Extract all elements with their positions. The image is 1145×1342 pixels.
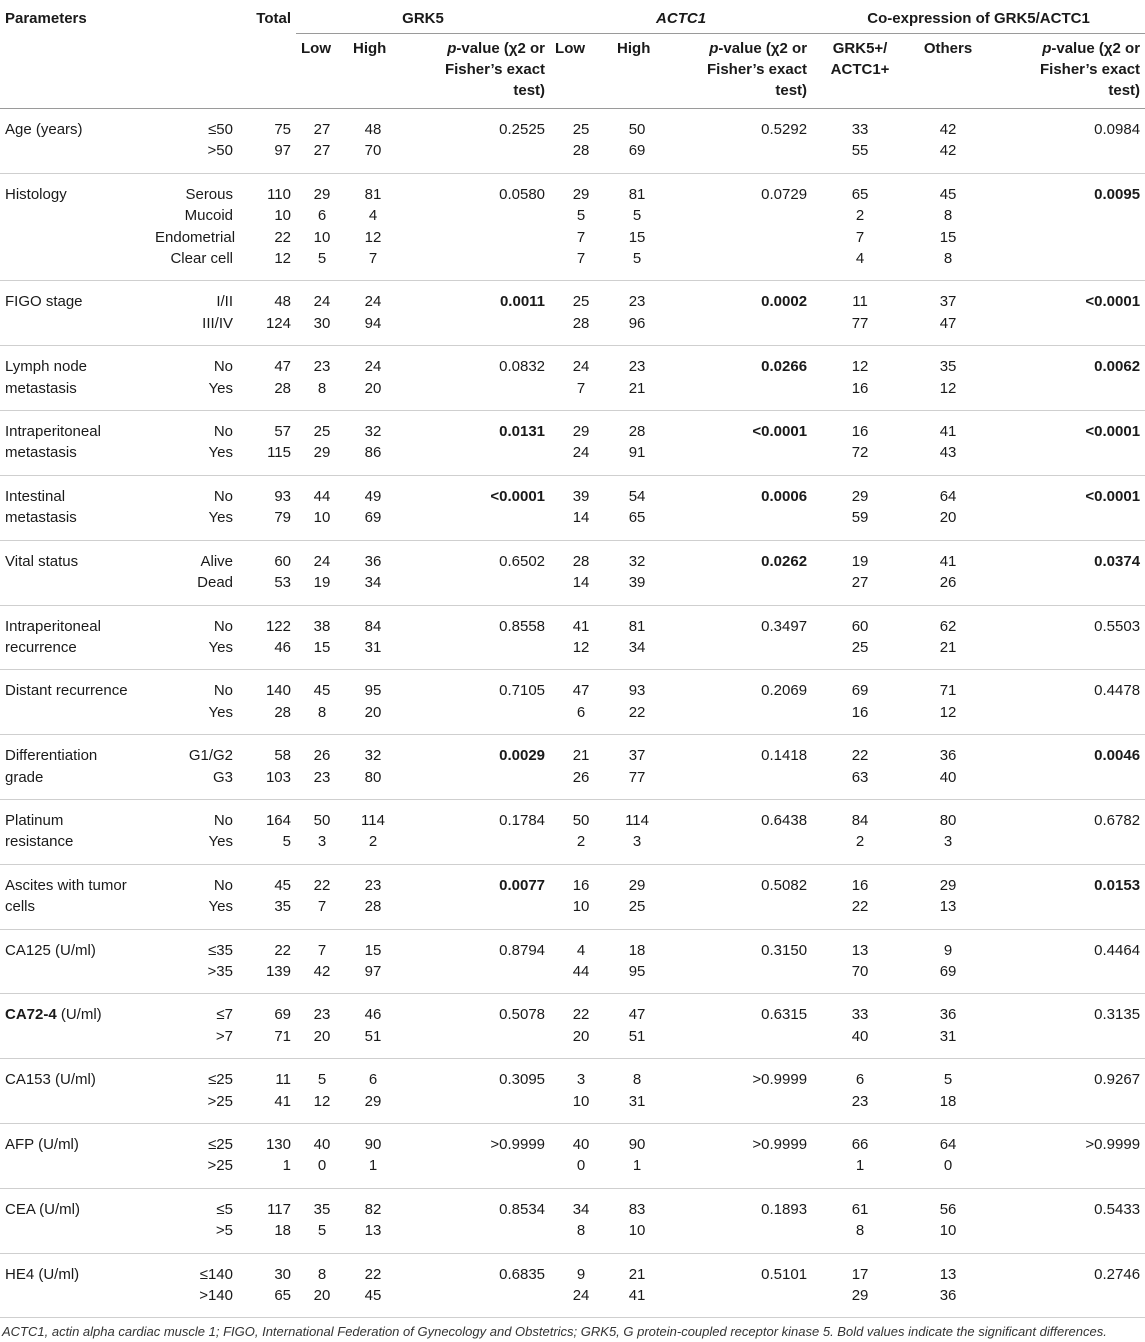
total-values: 122 46 — [265, 617, 291, 656]
grk5-low-values: 5 12 — [313, 1071, 331, 1110]
table-row — [0, 1253, 1145, 1318]
header-total: Total — [256, 10, 291, 27]
coexpr-pvalue: 0.5503 — [1094, 617, 1141, 635]
header-parameters: Parameters — [5, 10, 87, 27]
grk5-low-values: 29 6 10 5 — [313, 185, 331, 268]
coexpr-positive-values: 60 25 — [851, 617, 869, 656]
header-others: Others — [923, 40, 973, 57]
coexpr-others-values: 41 26 — [939, 552, 957, 592]
coexpr-pvalue: 0.0046 — [1094, 747, 1141, 765]
grk5-pvalue: 0.3095 — [499, 1071, 546, 1089]
table-row — [0, 475, 1145, 540]
coexpr-pvalue: 0.5433 — [1094, 1200, 1141, 1218]
grk5-pvalue: 0.5078 — [499, 1006, 546, 1024]
actc1-low-values: 4 44 — [572, 941, 590, 980]
parameter-label: Intraperitoneal metastasis — [5, 423, 101, 462]
actc1-pvalue: >0.9999 — [752, 1071, 808, 1089]
grk5-high-values: 24 20 — [364, 358, 382, 397]
grk5-low-values: 27 27 — [313, 121, 331, 160]
table-row — [0, 735, 1145, 800]
parameter-label: Intraperitoneal recurrence — [5, 617, 101, 656]
grk5-high-values: 22 45 — [364, 1265, 382, 1305]
coexpr-others-values: 64 20 — [939, 487, 957, 527]
coexpr-positive-values: 13 70 — [851, 941, 869, 980]
table-row — [0, 799, 1145, 864]
table-row — [0, 1188, 1145, 1253]
actc1-pvalue: 0.0729 — [761, 185, 808, 203]
category-values: Serous Mucoid Endometrial Clear cell — [155, 185, 236, 268]
total-values: 58 103 — [265, 747, 291, 786]
total-values: 164 5 — [265, 811, 291, 851]
coexpr-others-values: 29 13 — [939, 876, 957, 916]
grk5-low-values: 8 20 — [313, 1265, 331, 1305]
actc1-pvalue: 0.5082 — [761, 876, 808, 894]
coexpr-pvalue: <0.0001 — [1085, 423, 1141, 441]
coexpr-pvalue: 0.0153 — [1094, 876, 1141, 894]
actc1-high-values: 83 10 — [628, 1200, 646, 1240]
total-values: 93 79 — [274, 487, 291, 527]
coexpr-positive-values: 17 29 — [851, 1265, 869, 1305]
table-row — [0, 411, 1145, 476]
grk5-pvalue: 0.8794 — [499, 941, 546, 959]
actc1-low-values: 40 0 — [572, 1136, 590, 1175]
coexpr-positive-values: 33 55 — [851, 121, 869, 160]
grk5-pvalue: 0.0029 — [499, 747, 546, 765]
actc1-high-values: 90 1 — [628, 1136, 646, 1175]
grk5-pvalue: 0.0011 — [499, 293, 546, 311]
actc1-low-values: 24 7 — [572, 358, 590, 397]
category-values: ≤25 >25 — [207, 1071, 233, 1110]
header-grk5-actc1-positive: GRK5+/ ACTC1+ — [830, 40, 890, 78]
grk5-low-values: 45 8 — [313, 682, 331, 721]
actc1-high-values: 114 3 — [625, 811, 649, 851]
grk5-high-values: 32 80 — [364, 747, 382, 786]
table-row — [0, 929, 1145, 994]
actc1-pvalue: 0.5292 — [761, 121, 808, 138]
parameter-label: Intestinal metastasis — [5, 487, 77, 527]
parameter-label: HE4 (U/ml) — [5, 1265, 80, 1283]
category-values: ≤35 >35 — [207, 941, 233, 980]
actc1-low-values: 29 24 — [572, 423, 590, 462]
actc1-pvalue: <0.0001 — [752, 423, 808, 441]
actc1-high-values: 18 95 — [628, 941, 646, 980]
grk5-pvalue: 0.1784 — [499, 811, 546, 829]
grk5-low-values: 23 20 — [313, 1006, 331, 1045]
total-values: 45 35 — [274, 876, 291, 916]
parameter-label: CEA (U/ml) — [5, 1200, 80, 1218]
grk5-pvalue: 0.0580 — [499, 185, 546, 203]
actc1-low-values: 39 14 — [572, 487, 590, 527]
total-values: 30 65 — [274, 1265, 291, 1305]
actc1-pvalue: 0.0266 — [761, 358, 808, 376]
actc1-low-values: 25 28 — [572, 293, 590, 332]
coexpr-others-values: 62 21 — [939, 617, 957, 656]
parameter-label: CA153 (U/ml) — [5, 1071, 96, 1089]
parameter-label: Distant recurrence — [5, 682, 128, 700]
total-values: 47 28 — [274, 358, 291, 397]
parameter-label: Platinum resistance — [5, 811, 74, 851]
coexpr-others-values: 41 43 — [939, 423, 957, 462]
coexpr-positive-values: 69 16 — [851, 682, 869, 721]
total-values: 48 124 — [265, 293, 291, 332]
actc1-low-values: 50 2 — [572, 811, 590, 851]
coexpr-positive-values: 66 1 — [851, 1136, 869, 1175]
parameter-label: CA72-4 (U/ml) — [5, 1006, 102, 1024]
grk5-pvalue: 0.0077 — [499, 876, 546, 894]
grk5-high-values: 114 2 — [361, 811, 385, 851]
coexpr-pvalue: 0.6782 — [1094, 811, 1141, 829]
coexpr-positive-values: 12 16 — [851, 358, 869, 397]
grk5-high-values: 95 20 — [364, 682, 382, 721]
header-coexpr-pvalue: p-value (χ2 or Fisher’s exact test) — [1039, 40, 1141, 99]
coexpr-others-values: 5 18 — [939, 1071, 957, 1110]
actc1-low-values: 47 6 — [572, 682, 590, 721]
coexpr-others-values: 42 42 — [939, 121, 957, 160]
header-actc1-high: High — [617, 40, 651, 57]
parameter-label: CA125 (U/ml) — [5, 941, 96, 959]
coexpr-pvalue: 0.3135 — [1094, 1006, 1141, 1024]
table-row — [0, 605, 1145, 670]
category-values: ≤5 >5 — [215, 1200, 233, 1240]
actc1-high-values: 37 77 — [628, 747, 646, 786]
header-actc1-low: Low — [555, 40, 586, 57]
coexpr-positive-values: 19 27 — [851, 552, 869, 592]
coexpr-pvalue: 0.0062 — [1094, 358, 1141, 376]
actc1-pvalue: 0.0262 — [761, 552, 808, 570]
grk5-low-values: 23 8 — [313, 358, 331, 397]
parameter-label: Age (years) — [5, 121, 83, 138]
actc1-high-values: 81 5 15 5 — [628, 185, 646, 268]
grk5-pvalue: 0.8534 — [499, 1200, 546, 1218]
actc1-low-values: 3 10 — [572, 1071, 590, 1110]
actc1-pvalue: 0.6315 — [761, 1006, 808, 1024]
coexpr-positive-values: 33 40 — [851, 1006, 869, 1045]
header-grk5-high: High — [353, 40, 387, 57]
header-actc1-pvalue: p-value (χ2 or Fisher’s exact test) — [706, 40, 808, 99]
category-values: ≤50 >50 — [207, 121, 233, 160]
coexpr-others-values: 35 12 — [939, 358, 957, 397]
actc1-pvalue: 0.1418 — [761, 747, 808, 765]
grk5-high-values: 81 4 12 7 — [364, 185, 382, 268]
grk5-low-values: 44 10 — [313, 487, 331, 527]
coexpr-others-values: 45 8 15 8 — [939, 185, 957, 268]
actc1-low-values: 9 24 — [572, 1265, 590, 1305]
actc1-low-values: 16 10 — [572, 876, 590, 916]
actc1-low-values: 25 28 — [572, 121, 590, 160]
actc1-high-values: 28 91 — [628, 423, 646, 462]
grk5-high-values: 46 51 — [364, 1006, 382, 1045]
coexpr-positive-values: 22 63 — [851, 747, 869, 786]
grk5-pvalue: >0.9999 — [490, 1136, 546, 1153]
actc1-high-values: 21 41 — [628, 1265, 646, 1305]
grk5-high-values: 36 34 — [364, 552, 382, 592]
table-row — [0, 864, 1145, 929]
actc1-high-values: 29 25 — [628, 876, 646, 916]
table-row — [0, 346, 1145, 411]
coexpr-pvalue: >0.9999 — [1085, 1136, 1141, 1153]
coexpr-positive-values: 11 77 — [851, 293, 869, 332]
grk5-high-values: 48 70 — [364, 121, 382, 160]
actc1-pvalue: 0.0002 — [761, 293, 808, 311]
table-body — [0, 109, 1145, 1318]
category-values: ≤25 >25 — [207, 1136, 233, 1175]
total-values: 11 41 — [274, 1071, 291, 1110]
grk5-low-values: 25 29 — [313, 423, 331, 462]
parameter-label: FIGO stage — [5, 293, 83, 311]
coexpr-pvalue: 0.0374 — [1094, 552, 1141, 570]
coexpr-positive-values: 6 23 — [851, 1071, 869, 1110]
total-values: 140 28 — [265, 682, 291, 721]
coexpr-others-values: 71 12 — [939, 682, 957, 721]
category-values: No Yes — [208, 423, 233, 462]
parameter-label: Histology — [5, 185, 67, 203]
actc1-pvalue: 0.2069 — [761, 682, 808, 700]
actc1-low-values: 29 5 7 7 — [572, 185, 590, 268]
header-actc1: ACTC1 — [550, 0, 812, 34]
table-row — [0, 1124, 1145, 1189]
coexpr-pvalue: 0.0095 — [1094, 185, 1141, 203]
table-footnote: ACTC1, actin alpha cardiac muscle 1; FIGO, International Federation of Gynecology and Obstetrics; GRK5, G protein-coupled receptor kinase 5. Bold values indicate the significant differences. — [2, 1324, 1107, 1340]
grk5-pvalue: 0.2525 — [499, 121, 546, 138]
header-grk5-low: Low — [301, 40, 331, 57]
total-values: 75 97 — [274, 121, 291, 160]
actc1-high-values: 50 69 — [628, 121, 646, 160]
coexpr-others-values: 80 3 — [939, 811, 957, 851]
category-values: No Yes — [208, 358, 233, 397]
actc1-pvalue: 0.3150 — [761, 941, 808, 959]
table-row — [0, 173, 1145, 281]
coexpr-pvalue: 0.9267 — [1094, 1071, 1141, 1089]
actc1-high-values: 23 96 — [628, 293, 646, 332]
actc1-pvalue: 0.1893 — [761, 1200, 808, 1218]
category-values: No Yes — [208, 876, 233, 916]
total-values: 69 71 — [274, 1006, 291, 1045]
coexpr-positive-values: 16 22 — [851, 876, 869, 916]
grk5-pvalue: 0.6502 — [499, 552, 546, 570]
table-row — [0, 994, 1145, 1059]
table-row — [0, 670, 1145, 735]
grk5-low-values: 24 19 — [313, 552, 331, 592]
coexpr-pvalue: 0.0984 — [1094, 121, 1141, 138]
header-grk5: GRK5 — [296, 0, 550, 34]
actc1-high-values: 32 39 — [628, 552, 646, 592]
grk5-low-values: 22 7 — [313, 876, 331, 916]
actc1-high-values: 93 22 — [628, 682, 646, 721]
grk5-high-values: 49 69 — [364, 487, 382, 527]
grk5-pvalue: 0.7105 — [499, 682, 546, 700]
actc1-low-values: 34 8 — [572, 1200, 590, 1240]
table-row — [0, 109, 1145, 174]
table-row — [0, 281, 1145, 346]
grk5-pvalue: 0.0832 — [499, 358, 546, 376]
coexpr-positive-values: 29 59 — [851, 487, 869, 527]
actc1-high-values: 47 51 — [628, 1006, 646, 1045]
coexpr-others-values: 56 10 — [939, 1200, 957, 1240]
coexpr-positive-values: 84 2 — [851, 811, 869, 851]
grk5-high-values: 24 94 — [364, 293, 382, 332]
parameter-label: Differentiation grade — [5, 747, 98, 786]
coexpr-others-values: 13 36 — [939, 1265, 957, 1305]
parameter-label: Lymph node metastasis — [5, 358, 88, 397]
table-row — [0, 540, 1145, 605]
actc1-high-values: 81 34 — [628, 617, 646, 656]
category-values: No Yes — [208, 487, 233, 527]
category-values: ≤140 >140 — [199, 1265, 233, 1305]
category-values: No Yes — [208, 811, 233, 851]
actc1-low-values: 41 12 — [572, 617, 590, 656]
header-coexpression: Co-expression of GRK5/ACTC1 — [812, 0, 1145, 34]
grk5-low-values: 26 23 — [313, 747, 331, 786]
grk5-low-values: 24 30 — [313, 293, 331, 332]
total-values: 22 139 — [265, 941, 291, 980]
table-row — [0, 1059, 1145, 1124]
grk5-low-values: 38 15 — [313, 617, 331, 656]
coexpr-others-values: 36 31 — [939, 1006, 957, 1045]
actc1-low-values: 22 20 — [572, 1006, 590, 1045]
coexpr-others-values: 36 40 — [939, 747, 957, 786]
actc1-pvalue: 0.3497 — [761, 617, 808, 635]
actc1-pvalue: 0.0006 — [761, 487, 808, 505]
grk5-high-values: 84 31 — [364, 617, 382, 656]
grk5-low-values: 50 3 — [313, 811, 331, 851]
category-values: I/II III/IV — [202, 293, 233, 332]
coexpr-pvalue: 0.4464 — [1094, 941, 1141, 959]
category-values: ≤7 >7 — [215, 1006, 233, 1045]
grk5-pvalue: <0.0001 — [490, 487, 546, 505]
parameter-label: Vital status — [5, 552, 79, 570]
grk5-low-values: 35 5 — [313, 1200, 331, 1240]
grk5-pvalue: 0.0131 — [499, 423, 546, 441]
coexpr-others-values: 37 47 — [939, 293, 957, 332]
total-values: 117 18 — [267, 1200, 291, 1240]
coexpr-positive-values: 65 2 7 4 — [851, 185, 869, 268]
actc1-pvalue: >0.9999 — [752, 1136, 808, 1153]
total-values: 60 53 — [274, 552, 291, 592]
category-values: G1/G2 G3 — [188, 747, 233, 786]
grk5-high-values: 90 1 — [364, 1136, 382, 1175]
actc1-high-values: 54 65 — [628, 487, 646, 527]
total-values: 57 115 — [267, 423, 291, 462]
actc1-high-values: 23 21 — [628, 358, 646, 397]
grk5-high-values: 32 86 — [364, 423, 382, 462]
parameter-label: AFP (U/ml) — [5, 1136, 79, 1153]
actc1-pvalue: 0.5101 — [761, 1265, 808, 1283]
grk5-low-values: 40 0 — [313, 1136, 331, 1175]
grk5-high-values: 82 13 — [364, 1200, 382, 1240]
actc1-pvalue: 0.6438 — [761, 811, 808, 829]
total-values: 130 1 — [265, 1136, 291, 1175]
category-values: Alive Dead — [197, 552, 233, 592]
grk5-pvalue: 0.8558 — [499, 617, 546, 635]
grk5-pvalue: 0.6835 — [499, 1265, 546, 1283]
grk5-high-values: 15 97 — [364, 941, 382, 980]
grk5-high-values: 6 29 — [364, 1071, 382, 1110]
actc1-high-values: 8 31 — [628, 1071, 646, 1110]
total-values: 110 10 22 12 — [267, 185, 291, 268]
coexpr-others-values: 64 0 — [939, 1136, 957, 1175]
grk5-high-values: 23 28 — [364, 876, 382, 916]
coexpr-positive-values: 61 8 — [851, 1200, 869, 1240]
coexpr-pvalue: 0.2746 — [1094, 1265, 1141, 1283]
header-grk5-pvalue: p-value (χ2 or Fisher’s exact test) — [444, 40, 546, 99]
category-values: No Yes — [208, 617, 233, 656]
coexpr-pvalue: <0.0001 — [1085, 293, 1141, 311]
coexpr-positive-values: 16 72 — [851, 423, 869, 462]
category-values: No Yes — [208, 682, 233, 721]
grk5-low-values: 7 42 — [313, 941, 331, 980]
coexpr-pvalue: <0.0001 — [1085, 487, 1141, 505]
coexpr-pvalue: 0.4478 — [1094, 682, 1141, 700]
coexpr-others-values: 9 69 — [939, 941, 957, 980]
actc1-low-values: 28 14 — [572, 552, 590, 592]
actc1-low-values: 21 26 — [572, 747, 590, 786]
parameter-label: Ascites with tumor cells — [5, 876, 127, 916]
